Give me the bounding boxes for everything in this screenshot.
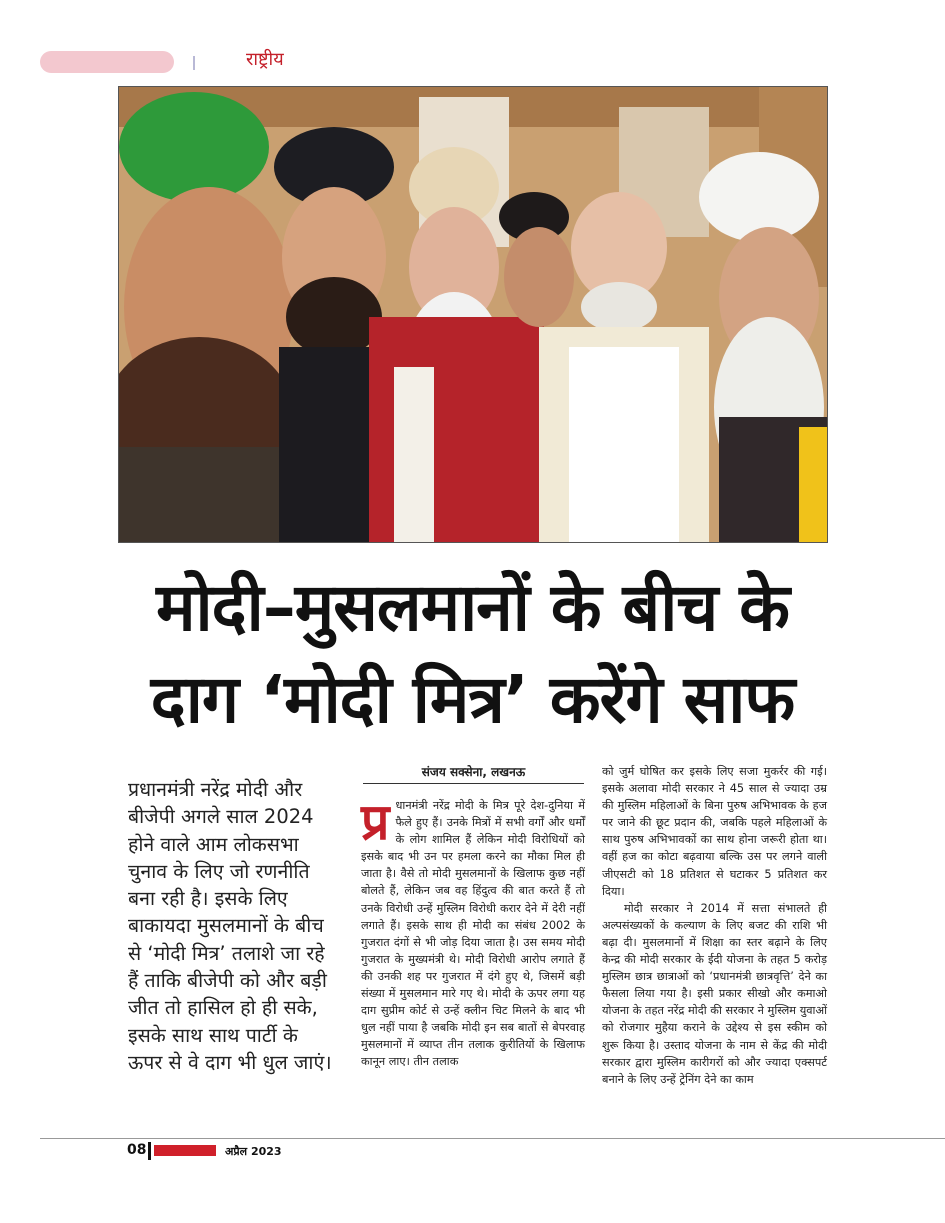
lead-paragraph: प्रधानमंत्री नरेंद्र मोदी और बीजेपी अगले साल 2024 होने वाले आम लोकसभा चुनाव के लिए जो रणनीति बना रही है। इसके लिए बाकायदा मुसलमानों के बीच से ‘मोदी मित्र’ तलाशे जा रहे हैं ताकि बीजेपी को और बड़ी जीत तो हासिल हो ही सके, इसके साथ साथ पार्टी के ऊपर से वे दाग भी धुल जाएं। [128, 778, 332, 1074]
section-pill [40, 51, 174, 73]
footer-rule [40, 1138, 945, 1139]
section-label: राष्ट्रीय [246, 49, 284, 70]
footer-bar [148, 1142, 151, 1160]
headline-line-1: मोदी–मुसलमानों के बीच के [156, 569, 789, 646]
page-number: 08 [127, 1142, 147, 1158]
article-photo [118, 86, 828, 543]
paragraph-text: धानमंत्री नरेंद्र मोदी के मित्र पूरे देश-दुनिया में फैले हुए हैं। उनके मित्रों में सभी वर्गों और धर्मों के लोग शामिल हैं लेकिन मोदी विरोधियों को इसके बाद भी उन पर हमला करने का मौका मिल ही जाता है। वैसे तो मोदी मुसलमानों के खिलाफ कुछ नहीं बोलते हैं, लेकिन जब वह हिंदुत्व की बात करते हैं तो उनके विरोधी उन्हें मुस्लिम विरोधी करार देने में देरी नहीं लगाते हैं। इसके साथ ही मोदी का संबंध 2002 के गुजरात दंगों से भी जोड़ दिया जाता है। उस समय मोदी गुजरात के मुख्यमंत्री थे। मोदी विरोधी आरोप लगाते हैं की उनकी शह पर गुजरात में दंगे हुए थे, जिसमें बड़ी संख्या में मुसलमान मारे गए थे। मोदी के ऊपर लगा यह दाग सुप्रीम कोर्ट से उन्हें क्लीन चिट मिलने के बाद भी धुल नहीं पाया है जबकि मोदी इन सब बातों से बेपरवाह मुसलमानों में व्याप्त तीन तलाक कुरीतियों के खिलाफ कानून लाए। तीन तलाक [361, 799, 585, 1069]
byline: संजय सक्सेना, लखनऊ [363, 763, 584, 784]
article-paragraph [361, 793, 585, 1071]
article-column-2 [361, 793, 585, 1071]
headline-line-2: दाग ‘मोदी मित्र’ करेंगे साफ [150, 661, 795, 738]
article-column-3 [602, 763, 827, 1088]
group-photo-image [119, 87, 827, 542]
magazine-logo [154, 1145, 216, 1156]
drop-cap: प्र [361, 793, 390, 851]
issue-date: अप्रैल 2023 [225, 1145, 282, 1158]
article-paragraph: को जुर्म घोषित कर इसके लिए सजा मुकर्रर की गई। इसके अलावा मोदी सरकार ने 45 साल से ज्यादा उम्र की मुस्लिम महिलाओं के बिना पुरुष अभिभावक के हज पर जाने की छूट प्रदान की, जबकि पहले महिलाओं के साथ पुरुष अभिभावकों का साथ होना जरूरी होता था। वहीं हज का कोटा बढ़वाया बल्कि उस पर लगने वाली जीएसटी को 18 प्रतिशत से घटाकर 5 प्रतिशत कर दिया। [602, 765, 827, 898]
header-separator [193, 56, 195, 70]
article-paragraph: मोदी सरकार ने 2014 में सत्ता संभालते ही अल्पसंख्यकों के कल्याण के लिए बजट की राशि भी बढ़ा दी। मुसलमानों में शिक्षा का स्तर बढ़ाने के लिए केन्द्र की मोदी सरकार के ईदी योजना के तहत 5 करोड़ मुस्लिम छात्र छात्राओं को ‘प्रधानमंत्री छात्रवृत्ति’ देने का फैसला लिया गया है। इसी प्रकार सीखो और कमाओ योजना के तहत नरेंद्र मोदी की सरकार ने मुस्लिम युवाओं को रोजगार मुहैया कराने के उद्देश्य से इस स्कीम को शुरू किया है। उस्ताद योजना के नाम से केंद्र की मोदी सरकार द्वारा मुस्लिम कारीगरों को और ज्यादा एक्सपर्ट बनाने के लिए उन्हें ट्रेनिंग देने का काम [602, 901, 827, 1086]
